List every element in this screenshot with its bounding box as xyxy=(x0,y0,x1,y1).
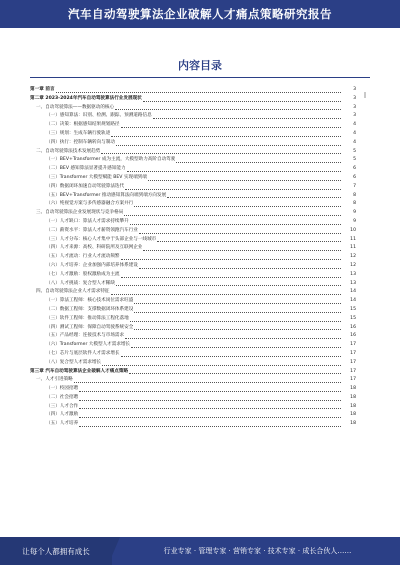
toc-entry-text: 第一章 前言 xyxy=(30,87,55,92)
toc-page-number: 15 xyxy=(350,315,356,321)
toc-page-number: 18 xyxy=(350,412,356,418)
toc-entry-text: （四）测试工程师：保障自动驾驶系统安全 xyxy=(46,324,134,330)
title-divider xyxy=(30,77,370,78)
toc-entry-text: （四）人才来源：高校、科研院所及互联网企业 xyxy=(46,245,143,251)
toc-dot-leader xyxy=(121,127,341,128)
toc-entry-text: （四）人才激励 xyxy=(46,412,79,418)
toc-chapter-entry[interactable] xyxy=(30,368,356,377)
toc-entry-text: （七）芯片与底层软件人才需求增长 xyxy=(46,350,120,356)
toc-page-number: 4 xyxy=(353,130,356,136)
toc-dot-leader xyxy=(79,400,341,401)
toc-dot-leader xyxy=(127,171,341,172)
toc-page-number: 17 xyxy=(350,377,356,383)
toc-dot-leader xyxy=(143,250,341,251)
toc-page-number: 3 xyxy=(353,104,356,110)
toc-subsection-entry[interactable] xyxy=(30,262,356,271)
toc-entry-text: 第三章 汽车自动驾驶算法企业破解人才痛点策略 xyxy=(30,368,129,374)
toc-entry-text: 一、人才引进策略 xyxy=(36,377,73,383)
toc-entry-text: （八）复合型人才需求增长 xyxy=(46,359,102,365)
toc-subsection-entry[interactable] xyxy=(30,297,356,306)
toc-page-number: 3 xyxy=(353,113,356,119)
toc-subsection-entry[interactable] xyxy=(30,236,356,245)
toc-entry-text: （一）算法工程师：核心技术岗位需求旺盛 xyxy=(46,298,134,304)
toc-page-title: 内容目录 xyxy=(178,59,222,72)
table-of-contents xyxy=(30,86,356,429)
toc-dot-leader xyxy=(101,153,341,154)
toc-entry-text: （二）数据工程师：支撑数据闭环体系建设 xyxy=(46,306,134,312)
toc-subsection-entry[interactable] xyxy=(30,156,356,165)
toc-section-entry[interactable] xyxy=(30,209,356,218)
toc-dot-leader xyxy=(79,426,341,427)
toc-subsection-entry[interactable] xyxy=(30,174,356,183)
toc-entry-text: （一）感知算法：识别、检测、跟踪、预测道路信息 xyxy=(46,113,152,119)
toc-dot-leader xyxy=(79,408,341,409)
toc-dot-leader xyxy=(121,356,341,357)
footer-slogan xyxy=(0,537,112,565)
toc-page-number: 12 xyxy=(350,254,356,260)
toc-page-number: 17 xyxy=(350,359,356,365)
toc-entry-text: （五）人才培养 xyxy=(46,421,79,427)
toc-subsection-entry[interactable] xyxy=(30,200,356,209)
toc-dot-leader xyxy=(176,162,341,163)
toc-dot-leader xyxy=(121,277,341,278)
toc-subsection-entry[interactable] xyxy=(30,121,356,130)
toc-dot-leader xyxy=(111,294,341,295)
toc-dot-leader xyxy=(157,241,341,242)
toc-dot-leader xyxy=(116,145,341,146)
toc-page-number: 12 xyxy=(350,262,356,268)
footer-banner xyxy=(0,537,400,565)
toc-subsection-entry[interactable] xyxy=(30,306,356,315)
toc-page-number: 14 xyxy=(350,289,356,295)
toc-dot-leader xyxy=(115,109,341,110)
toc-entry-text: （五）BEV+Transformer 推动感知算法向端到端方向发展 xyxy=(46,192,167,198)
toc-subsection-entry[interactable] xyxy=(30,139,356,148)
toc-dot-leader xyxy=(79,391,341,392)
toc-dot-leader xyxy=(111,136,341,137)
footer-expert-text: 行业专家 · 管理专家 · 营销专家 · 技术专家 · 成长合伙人…… xyxy=(163,547,352,555)
toc-subsection-entry[interactable] xyxy=(30,332,356,341)
toc-dot-leader xyxy=(125,338,341,339)
toc-dot-leader xyxy=(129,373,341,374)
toc-entry-text: （七）人才激励：股权激励成为主流 xyxy=(46,271,120,277)
toc-page-number: 17 xyxy=(350,368,356,374)
toc-entry-text: （二）决策：根据感知结果规划路径 xyxy=(46,122,120,128)
toc-entry-text: （二）BEV 感知算法显著提升感知能力 xyxy=(46,166,126,172)
toc-page-number: 11 xyxy=(350,245,356,251)
toc-subsection-entry[interactable] xyxy=(30,165,356,174)
toc-subsection-entry[interactable] xyxy=(30,112,356,121)
toc-dot-leader xyxy=(124,215,341,216)
toc-section-entry[interactable] xyxy=(30,148,356,157)
toc-entry-text: （三）规划：生成车辆行驶轨迹 xyxy=(46,130,111,136)
footer-wedge xyxy=(108,537,120,565)
toc-page-number: 9 xyxy=(353,210,356,216)
toc-page-number: 16 xyxy=(350,333,356,339)
toc-entry-text: 一、自动驾驶算法——数据驱动的核心 xyxy=(36,104,115,110)
toc-page-number: 15 xyxy=(350,306,356,312)
toc-entry-text: （四）数据闭环加速自动驾驶算法迭代 xyxy=(46,183,125,189)
toc-entry-text: （三）Transformer 大模型赋能 BEV 实现端到端 xyxy=(46,174,147,180)
toc-dot-leader xyxy=(74,382,341,383)
toc-subsection-entry[interactable] xyxy=(30,403,356,412)
toc-section-entry[interactable] xyxy=(30,104,356,113)
toc-dot-leader xyxy=(130,321,341,322)
footer-expert-list xyxy=(120,537,395,565)
toc-entry-text: （二）社会招聘 xyxy=(46,394,79,400)
toc-page-number: 11 xyxy=(350,236,356,242)
toc-chapter-entry[interactable] xyxy=(30,95,356,104)
toc-entry-text: （一）校园招聘 xyxy=(46,386,79,392)
toc-subsection-entry[interactable] xyxy=(30,192,356,201)
toc-entry-text: 三、自动驾驶算法企业发展现状与竞争格局 xyxy=(36,210,124,216)
toc-page-number: 10 xyxy=(350,227,356,233)
toc-page-number: 4 xyxy=(353,122,356,128)
toc-subsection-entry[interactable] xyxy=(30,341,356,350)
toc-dot-leader xyxy=(134,312,341,313)
toc-page-number: 18 xyxy=(350,386,356,392)
toc-page-number: 9 xyxy=(353,218,356,224)
toc-dot-leader xyxy=(79,417,341,418)
toc-subsection-entry[interactable] xyxy=(30,324,356,333)
toc-page-number: 16 xyxy=(350,324,356,330)
toc-page-number: 13 xyxy=(350,280,356,286)
toc-page-number: 7 xyxy=(353,183,356,189)
toc-entry-text: （三）人才合作 xyxy=(46,403,79,409)
toc-entry-text: （三）人才分布：核心人才集中于头部企业与一线城市 xyxy=(46,236,157,242)
toc-section-entry[interactable] xyxy=(30,376,356,385)
toc-page-number: 5 xyxy=(353,148,356,154)
toc-dot-leader xyxy=(102,365,341,366)
toc-page-number: 18 xyxy=(350,421,356,427)
toc-dot-leader xyxy=(134,303,341,304)
toc-entry-text: （六）Transformer 大模型人才需求增长 xyxy=(46,342,131,348)
toc-subsection-entry[interactable] xyxy=(30,394,356,403)
toc-subsection-entry[interactable] xyxy=(30,280,356,289)
toc-page-number: 3 xyxy=(353,95,356,101)
toc-dot-leader xyxy=(134,206,341,207)
toc-entry-text: 二、自动驾驶算法技术发展趋势 xyxy=(36,148,101,154)
toc-section-entry[interactable] xyxy=(30,288,356,297)
toc-subsection-entry[interactable] xyxy=(30,350,356,359)
toc-subsection-entry[interactable] xyxy=(30,420,356,429)
toc-entry-text: （五）产品经理：连接技术与市场需求 xyxy=(46,333,125,339)
toc-page-number: 6 xyxy=(353,166,356,172)
toc-subsection-entry[interactable] xyxy=(30,253,356,262)
toc-subsection-entry[interactable] xyxy=(30,218,356,227)
toc-subsection-entry[interactable] xyxy=(30,411,356,420)
toc-page-number: 6 xyxy=(353,174,356,180)
toc-subsection-entry[interactable] xyxy=(30,130,356,139)
toc-entry-text: （五）人才流动：行业人才流动频繁 xyxy=(46,254,120,260)
toc-subsection-entry[interactable] xyxy=(30,385,356,394)
toc-page-number: 17 xyxy=(350,342,356,348)
report-header-banner xyxy=(0,0,400,28)
toc-dot-leader xyxy=(139,233,341,234)
toc-subsection-entry[interactable] xyxy=(30,359,356,368)
toc-subsection-entry[interactable] xyxy=(30,227,356,236)
toc-entry-text: （二）薪资水平：算法人才薪资领跑汽车行业 xyxy=(46,227,138,233)
toc-entry-text: 第二章 2023-2024年汽车自动驾驶算法行业发展现状 xyxy=(30,95,142,101)
side-mark xyxy=(364,92,366,98)
toc-entry-text: （一）BEV+Transformer 成为主流，大模型助力高阶自动驾驶 xyxy=(46,157,176,163)
toc-chapter-entry[interactable] xyxy=(30,86,356,95)
toc-dot-leader xyxy=(56,92,341,93)
toc-entry-text: （一）人才缺口：算法人才需求持续攀升 xyxy=(46,218,129,224)
toc-page-number: 17 xyxy=(350,350,356,356)
toc-subsection-entry[interactable] xyxy=(30,315,356,324)
toc-dot-leader xyxy=(148,180,341,181)
toc-dot-leader xyxy=(134,329,341,330)
toc-page-number: 18 xyxy=(350,403,356,409)
toc-dot-leader xyxy=(143,101,341,102)
toc-entry-text: 四、自动驾驶算法企业人才需求特征 xyxy=(36,289,110,295)
toc-entry-text: （六）纯视觉方案与多传感器融合方案并行 xyxy=(46,201,134,207)
toc-entry-text: （三）软件工程师：推动算法工程化落地 xyxy=(46,315,129,321)
toc-dot-leader xyxy=(167,197,341,198)
toc-page-number: 8 xyxy=(353,192,356,198)
toc-subsection-entry[interactable] xyxy=(30,183,356,192)
toc-page-number: 13 xyxy=(350,271,356,277)
toc-page-number: 3 xyxy=(353,87,356,92)
toc-dot-leader xyxy=(116,285,341,286)
toc-page-number: 4 xyxy=(353,139,356,145)
footer-slogan-text: 让每个人都拥有成长 xyxy=(22,546,90,556)
report-title: 汽车自动驾驶算法企业破解人才痛点策略研究报告 xyxy=(68,7,332,21)
toc-dot-leader xyxy=(121,259,341,260)
toc-entry-text: （六）人才培养：企业加强内部培养体系建设 xyxy=(46,262,138,268)
toc-dot-leader xyxy=(153,118,341,119)
toc-dot-leader xyxy=(139,268,341,269)
toc-entry-text: （四）执行：控制车辆转向与制动 xyxy=(46,139,115,145)
toc-page-number: 18 xyxy=(350,394,356,400)
toc-subsection-entry[interactable] xyxy=(30,271,356,280)
toc-page-number: 14 xyxy=(350,298,356,304)
toc-page-number: 8 xyxy=(353,201,356,207)
toc-dot-leader xyxy=(125,189,341,190)
toc-subsection-entry[interactable] xyxy=(30,244,356,253)
toc-dot-leader xyxy=(131,347,341,348)
toc-entry-text: （八）人才挑战：复合型人才稀缺 xyxy=(46,280,115,286)
toc-page-number: 5 xyxy=(353,157,356,163)
toc-dot-leader xyxy=(130,224,341,225)
